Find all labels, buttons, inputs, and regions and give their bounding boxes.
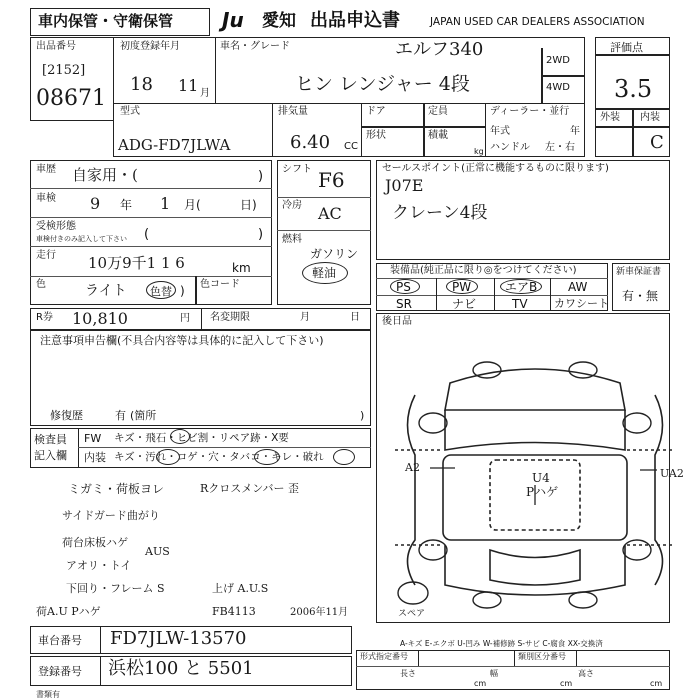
- rating-label: 評価点: [610, 41, 643, 54]
- selling-point-1: J07E: [385, 176, 424, 195]
- inspector-note: 荷A.U Pハゲ: [36, 605, 101, 618]
- diagram-mark-center: U4: [532, 471, 550, 485]
- displacement-value: 6.40: [290, 132, 331, 153]
- selling-points-label: セールスポイント(正常に機能するものに限ります): [382, 163, 609, 174]
- diagram-mark-center-2: Pハゲ: [526, 485, 559, 499]
- inspector-note: サイドガード曲がり: [62, 509, 160, 522]
- fuel-diesel: 軽油: [312, 266, 337, 280]
- inspector-note: AUS: [145, 545, 170, 558]
- repair-close: ): [360, 409, 365, 422]
- registration-year: 18: [130, 74, 153, 95]
- drive-4wd: 4WD: [546, 82, 570, 93]
- registration-month: 11: [178, 76, 199, 95]
- equip-airbag-circle: [500, 279, 542, 294]
- shift-value: F6: [318, 168, 345, 192]
- association-name: JAPAN USED CAR DEALERS ASSOCIATION: [430, 16, 645, 28]
- repair-value: 有: [115, 409, 126, 422]
- selling-point-2: クレーン4段: [392, 203, 488, 223]
- inspector-note: 下回り・フレーム S: [66, 582, 165, 595]
- interior-prefix: 内装: [84, 451, 106, 464]
- repair-label: 修復歴: [50, 409, 83, 422]
- chassis-value: FD7JLW-13570: [110, 628, 247, 649]
- inspector-note: ミガミ・荷板ヨレ: [68, 482, 165, 496]
- name-change-label: 名変期限: [210, 312, 250, 323]
- shape-label: 形状: [366, 130, 386, 141]
- stain-circle: [156, 449, 180, 465]
- height-label: 高さ: [578, 669, 594, 678]
- storage-label: 車内保管・守衛保管: [38, 12, 174, 30]
- diagram-mark-right: UA2: [660, 467, 684, 480]
- history-close: ): [258, 169, 264, 184]
- equip-aw: AW: [568, 280, 588, 294]
- tobacco-circle: [254, 449, 280, 465]
- name-change-month: 月: [300, 312, 310, 323]
- type-label: 型式: [120, 106, 140, 117]
- name-change-day: 日: [350, 312, 360, 323]
- class-number-label: 類別区分番号: [518, 652, 566, 661]
- guarantee-options: 有・無: [622, 289, 659, 303]
- reception-note: 車検付きのみ記入して下さい: [36, 235, 127, 243]
- interior-items: キズ・汚れ・コゲ・穴・タバコ・キレ・破れ: [114, 451, 324, 463]
- handle-label: ハンドル: [490, 142, 530, 153]
- width-unit: cm: [560, 679, 573, 688]
- equip-pw-circle: [446, 279, 478, 294]
- length-unit: cm: [474, 679, 487, 688]
- equipment-label: 装備品(純正品に限り◎をつけてください): [390, 265, 577, 276]
- brand-name: 愛知: [262, 11, 296, 31]
- door-label: ドア: [366, 106, 386, 117]
- registration-label: 初度登録年月: [120, 41, 180, 52]
- dealer-label: ディーラー・並行: [490, 106, 570, 117]
- equip-sr: SR: [396, 297, 412, 311]
- inspection-month-unit: 月(: [184, 198, 201, 212]
- recycle-label: R券: [36, 312, 53, 323]
- model-label: 車名・グレード: [220, 41, 290, 52]
- ac-value: AC: [318, 204, 342, 223]
- inspection-label: 車検: [36, 193, 56, 204]
- inspection-year: 9: [90, 194, 101, 213]
- lot-label: 出品番号: [36, 41, 76, 52]
- notes-label: 注意事項申告欄(不具合内容等は具体的に記入して下さい): [40, 334, 324, 347]
- capacity-label: 定員: [428, 106, 448, 117]
- plate-label: 登録番号: [38, 665, 82, 678]
- interior-label: 内装: [640, 112, 660, 123]
- equip-ps-circle: [390, 279, 420, 294]
- rating-score: 3.5: [614, 75, 653, 103]
- documents-label: 書類有: [36, 690, 60, 699]
- equip-navi: ナビ: [452, 297, 477, 311]
- mileage-value: 10万9千1 1 6: [88, 254, 185, 272]
- inspector-label-2: 記入欄: [34, 449, 67, 462]
- interior-score: C: [650, 132, 664, 153]
- inspector-note: 荷台床板ハゲ: [62, 536, 128, 549]
- ju-logo: Ju: [222, 8, 244, 32]
- fuel-gasoline: ガソリン: [310, 247, 359, 261]
- diagram-mark-left: A2: [405, 461, 420, 474]
- tear-circle: [333, 449, 355, 465]
- load-label: 積載: [428, 130, 448, 141]
- later-label: 後日品: [382, 316, 412, 327]
- mileage-unit: km: [232, 261, 251, 275]
- reception-close: ): [258, 227, 264, 242]
- stone-circle: [170, 429, 190, 444]
- repaint-mark: 色替: [150, 285, 172, 298]
- inspector-note: アオリ・トイ: [66, 559, 132, 572]
- repaint-circle: [146, 281, 176, 299]
- equip-tv: TV: [512, 297, 528, 311]
- inspection-day-unit: 日): [240, 198, 257, 212]
- color-close: ): [180, 284, 185, 298]
- reception-paren: (: [144, 227, 150, 242]
- inspection-year-unit: 年: [120, 198, 133, 212]
- fw-prefix: FW: [84, 432, 102, 445]
- form-number-label: 形式指定番号: [360, 652, 408, 661]
- model-year-label: 年式: [490, 126, 510, 137]
- load-unit: kg: [474, 147, 484, 156]
- inspector-note: 上げ A.U.S: [212, 582, 269, 595]
- model-year-unit: 年: [570, 126, 580, 137]
- inspection-month: 1: [160, 194, 171, 213]
- history-label: 車歴: [36, 164, 56, 175]
- drive-2wd: 2WD: [546, 55, 570, 66]
- spare-label: スペア: [398, 609, 426, 619]
- sheet-title: 出品申込書: [310, 10, 400, 31]
- inspector-label-1: 検査員: [34, 433, 67, 446]
- equip-airbag: エアB: [505, 280, 538, 294]
- mileage-label: 走行: [36, 250, 56, 261]
- displacement-label: 排気量: [278, 106, 308, 117]
- inspector-note: 2006年11月: [290, 607, 349, 618]
- fuel-label: 燃料: [282, 234, 302, 245]
- ac-label: 冷房: [282, 200, 302, 211]
- chassis-label: 車台番号: [38, 634, 82, 647]
- displacement-unit: CC: [344, 141, 358, 152]
- equip-pw: PW: [452, 280, 472, 294]
- inspector-note: Rクロスメンバー 歪: [200, 482, 300, 495]
- guarantee-label: 新車保証書: [616, 267, 662, 277]
- recycle-value: 10,810: [72, 309, 128, 328]
- exterior-label: 外装: [600, 112, 620, 123]
- registration-month-unit: 月: [200, 88, 210, 99]
- model-grade: ヒン レンジャー 4段: [295, 73, 470, 95]
- lot-sub: [2152]: [42, 63, 86, 78]
- repair-paren: (箇所: [130, 409, 157, 422]
- damage-legend: A-キズ E-エクボ U-凹み W-補修跡 S-サビ C-腐食 XX-交換済: [400, 639, 603, 648]
- equip-ps: PS: [396, 280, 411, 294]
- fw-items: キズ・飛石・ヒビ割・リペア跡・X要: [114, 432, 289, 444]
- height-unit: cm: [650, 679, 663, 688]
- length-label: 長さ: [400, 669, 416, 678]
- color-value: ライト: [85, 283, 127, 299]
- shift-label: シフト: [282, 164, 312, 175]
- recycle-yen: 円: [180, 313, 190, 324]
- color-code-label: 色コード: [200, 279, 240, 290]
- model-name: エルフ340: [395, 39, 484, 60]
- type-value: ADG-FD7JLWA: [118, 136, 231, 154]
- equip-seat: カワシート: [554, 297, 609, 310]
- inspector-note: FB4113: [212, 605, 256, 618]
- lot-number: 08671: [36, 86, 106, 111]
- plate-value: 浜松100 と 5501: [108, 658, 254, 679]
- color-label: 色: [36, 279, 46, 290]
- width-label: 幅: [490, 669, 498, 678]
- reception-label: 受検形態: [36, 221, 76, 232]
- handle-options: 左・右: [545, 142, 575, 153]
- history-value: 自家用・(: [72, 166, 138, 184]
